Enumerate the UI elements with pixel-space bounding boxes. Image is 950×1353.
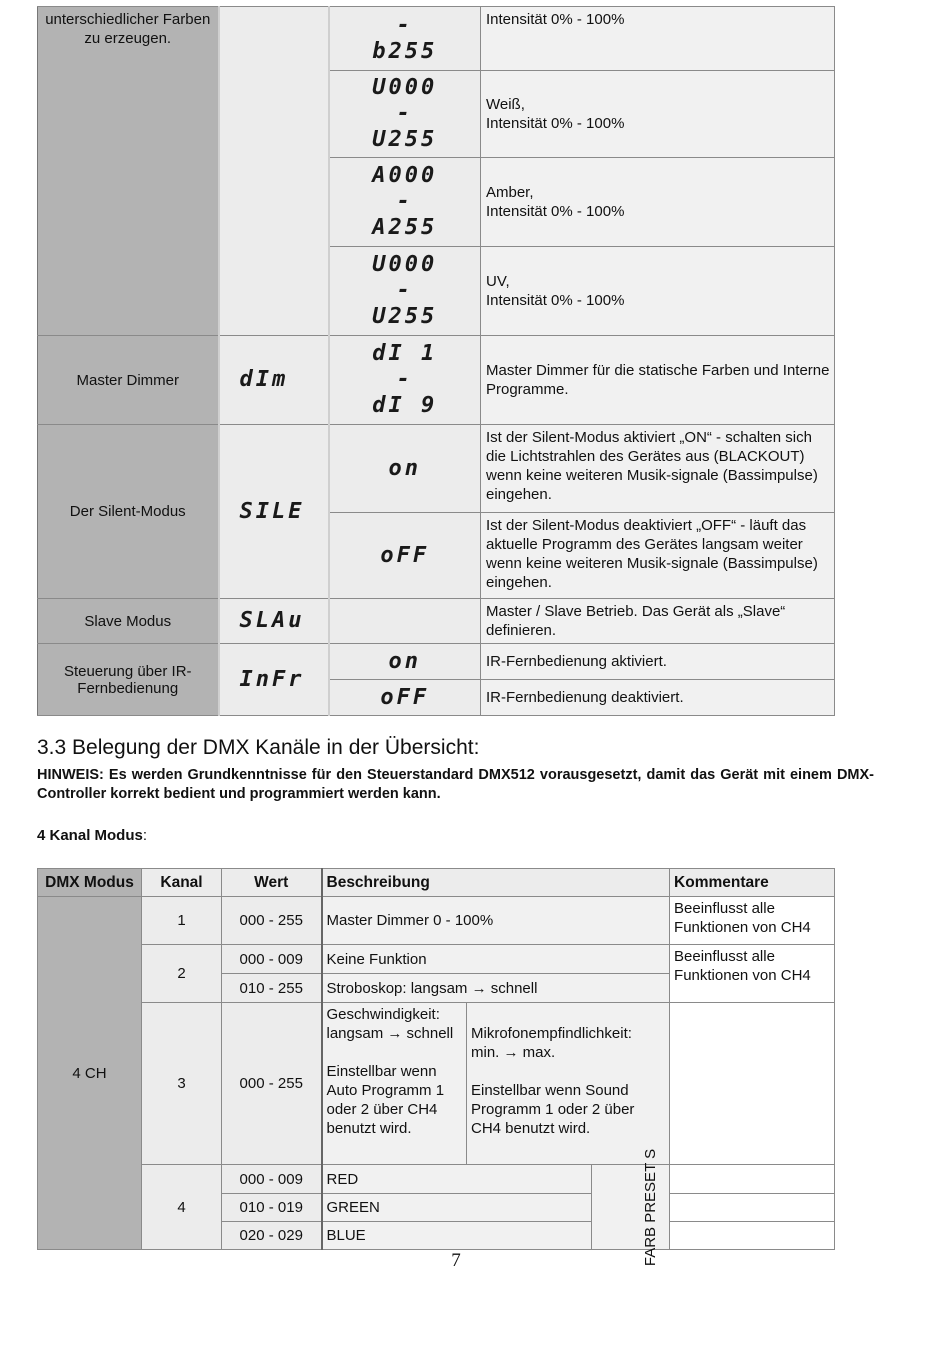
header-dmx-mode: DMX Modus [38, 869, 142, 897]
w-range-desc: Weiß, Intensität 0% - 100% [481, 71, 835, 158]
table-row [38, 897, 835, 945]
master-dimmer-values [329, 336, 481, 425]
display-value: - [396, 367, 413, 392]
header-kommentare: Kommentare [670, 869, 835, 897]
display-value: - [396, 189, 413, 214]
ch3-desc-left: Geschwindigkeit: langsam → schnell Einstellbar wenn Auto Programm 1 oder 2 über CH4 benutzt wird. [322, 1003, 467, 1165]
ch2-desc-1: Keine Funktion [322, 945, 670, 974]
slave-label: Slave Modus [38, 599, 219, 644]
slave-code: SLAu [219, 599, 329, 644]
ch1-kanal: 1 [142, 897, 222, 945]
ch2-wert-2: 010 - 255 [222, 974, 322, 1003]
silent-off-value: oFF [329, 513, 481, 599]
hinweis-paragraph: HINWEIS: Es werden Grundkenntnisse für den Steuerstandard DMX512 vorausgesetzt, damit das Gerät mit einem DMX-Controller korrekt bedient und programmiert werden kann. [37, 767, 874, 802]
display-value: A255 [372, 215, 438, 240]
header-beschreibung: Beschreibung [322, 869, 670, 897]
ch3-desc-right: Mikrofonempfindlichkeit: min. → max. Einstellbar wenn Sound Programm 1 oder 2 über CH4 benutzt wird. [467, 1003, 670, 1165]
silent-on-desc: Ist der Silent-Modus aktiviert „ON“ - schalten sich die Lichtstrahlen des Gerätes aus (BLACKOUT) wenn keine weiteren Musik-signale (Bassimpulse) eingehen. [481, 425, 835, 513]
display-value: dI 1 [372, 341, 438, 366]
ch2-desc-2: Stroboskop: langsam → schnell [322, 974, 670, 1003]
w-range-values [329, 71, 481, 158]
ch4-comment-1 [670, 1165, 835, 1194]
display-value: - [396, 12, 413, 38]
display-value: U000 [372, 75, 438, 100]
master-dimmer-desc: Master Dimmer für die statische Farben und Interne Programme. [481, 336, 835, 425]
table-row [38, 1165, 835, 1194]
dmx-channel-table [37, 868, 835, 1266]
master-dimmer-code: dIm [219, 336, 329, 425]
silent-label: Der Silent-Modus [38, 425, 219, 599]
ir-on-value: on [329, 644, 481, 680]
ch4-kanal: 4 [142, 1165, 222, 1250]
page-number: 7 [451, 1250, 461, 1271]
display-value: - [396, 101, 413, 126]
farb-presets-label: FARB PRESET S [642, 1148, 660, 1266]
master-dimmer-label: Master Dimmer [38, 336, 219, 425]
table-row [38, 945, 835, 974]
silent-on-row [38, 425, 835, 513]
display-value: U255 [372, 127, 438, 152]
ch4-wert-1: 000 - 009 [222, 1165, 322, 1194]
header-kanal: Kanal [142, 869, 222, 897]
b-range-values [329, 7, 481, 71]
display-value: - [396, 278, 413, 303]
color-intro-text: unterschiedlicher Farben zu erzeugen. [45, 11, 211, 47]
ch4-vertical-label-cell [592, 1148, 670, 1266]
display-value: b255 [372, 38, 438, 64]
master-dimmer-row [38, 336, 835, 425]
ch1-wert: 000 - 255 [222, 897, 322, 945]
display-value: U255 [372, 304, 438, 329]
header-wert: Wert [222, 869, 322, 897]
display-value: A000 [372, 163, 438, 188]
ch4-desc-3: BLUE [322, 1222, 592, 1250]
silent-on-value: on [329, 425, 481, 513]
ch4-wert-3: 020 - 029 [222, 1222, 322, 1250]
ch1-comment: Beeinflusst alle Funktionen von CH4 [670, 897, 835, 945]
mode-label: 4 Kanal Modus: [37, 827, 148, 844]
ch3-wert: 000 - 255 [222, 1003, 322, 1165]
ch4-wert-2: 010 - 019 [222, 1194, 322, 1222]
function-table [37, 6, 835, 716]
b-range-row [38, 7, 835, 71]
ch3-comment-empty [670, 1003, 835, 1165]
ch1-desc: Master Dimmer 0 - 100% [322, 897, 670, 945]
empty-code-cell [219, 7, 329, 336]
uv-range-values [329, 247, 481, 336]
display-value: dI 9 [372, 393, 438, 418]
ir-label: Steuerung über IR-Fernbedienung [38, 644, 219, 716]
silent-off-desc: Ist der Silent-Modus deaktiviert „OFF“ - läuft das aktuelle Programm des Gerätes langsam weiter wenn keine weiteren Musik-signale (Bassimpulse) eingehen. [481, 513, 835, 599]
b-range-desc: Intensität 0% - 100% [481, 7, 835, 71]
display-value: U000 [372, 252, 438, 277]
ch2-comment: Beeinflusst alle Funktionen von CH4 [670, 945, 835, 1003]
ir-code: InFr [219, 644, 329, 716]
a-range-values [329, 158, 481, 247]
ch2-kanal: 2 [142, 945, 222, 1003]
slave-value-empty [329, 599, 481, 644]
ch4-desc-1: RED [322, 1165, 592, 1194]
section-heading: 3.3 Belegung der DMX Kanäle in der Übersicht: [37, 736, 480, 759]
ch4-desc-2: GREEN [322, 1194, 592, 1222]
ir-on-desc: IR-Fernbedienung aktiviert. [481, 644, 835, 680]
dmx-mode-cell: 4 CH [38, 897, 142, 1250]
ir-on-row [38, 644, 835, 680]
ch3-kanal: 3 [142, 1003, 222, 1165]
table-row [38, 1003, 835, 1165]
slave-desc: Master / Slave Betrieb. Das Gerät als „Slave“ definieren. [481, 599, 835, 644]
ir-off-value: oFF [329, 680, 481, 716]
silent-code: SILE [219, 425, 329, 599]
color-intro-cell [38, 7, 219, 336]
ch4-comment-2 [670, 1194, 835, 1222]
ir-off-desc: IR-Fernbedienung deaktiviert. [481, 680, 835, 716]
a-range-desc: Amber, Intensität 0% - 100% [481, 158, 835, 247]
slave-row [38, 599, 835, 644]
ch4-comment-3 [670, 1222, 835, 1250]
uv-range-desc: UV, Intensität 0% - 100% [481, 247, 835, 336]
ch2-wert-1: 000 - 009 [222, 945, 322, 974]
